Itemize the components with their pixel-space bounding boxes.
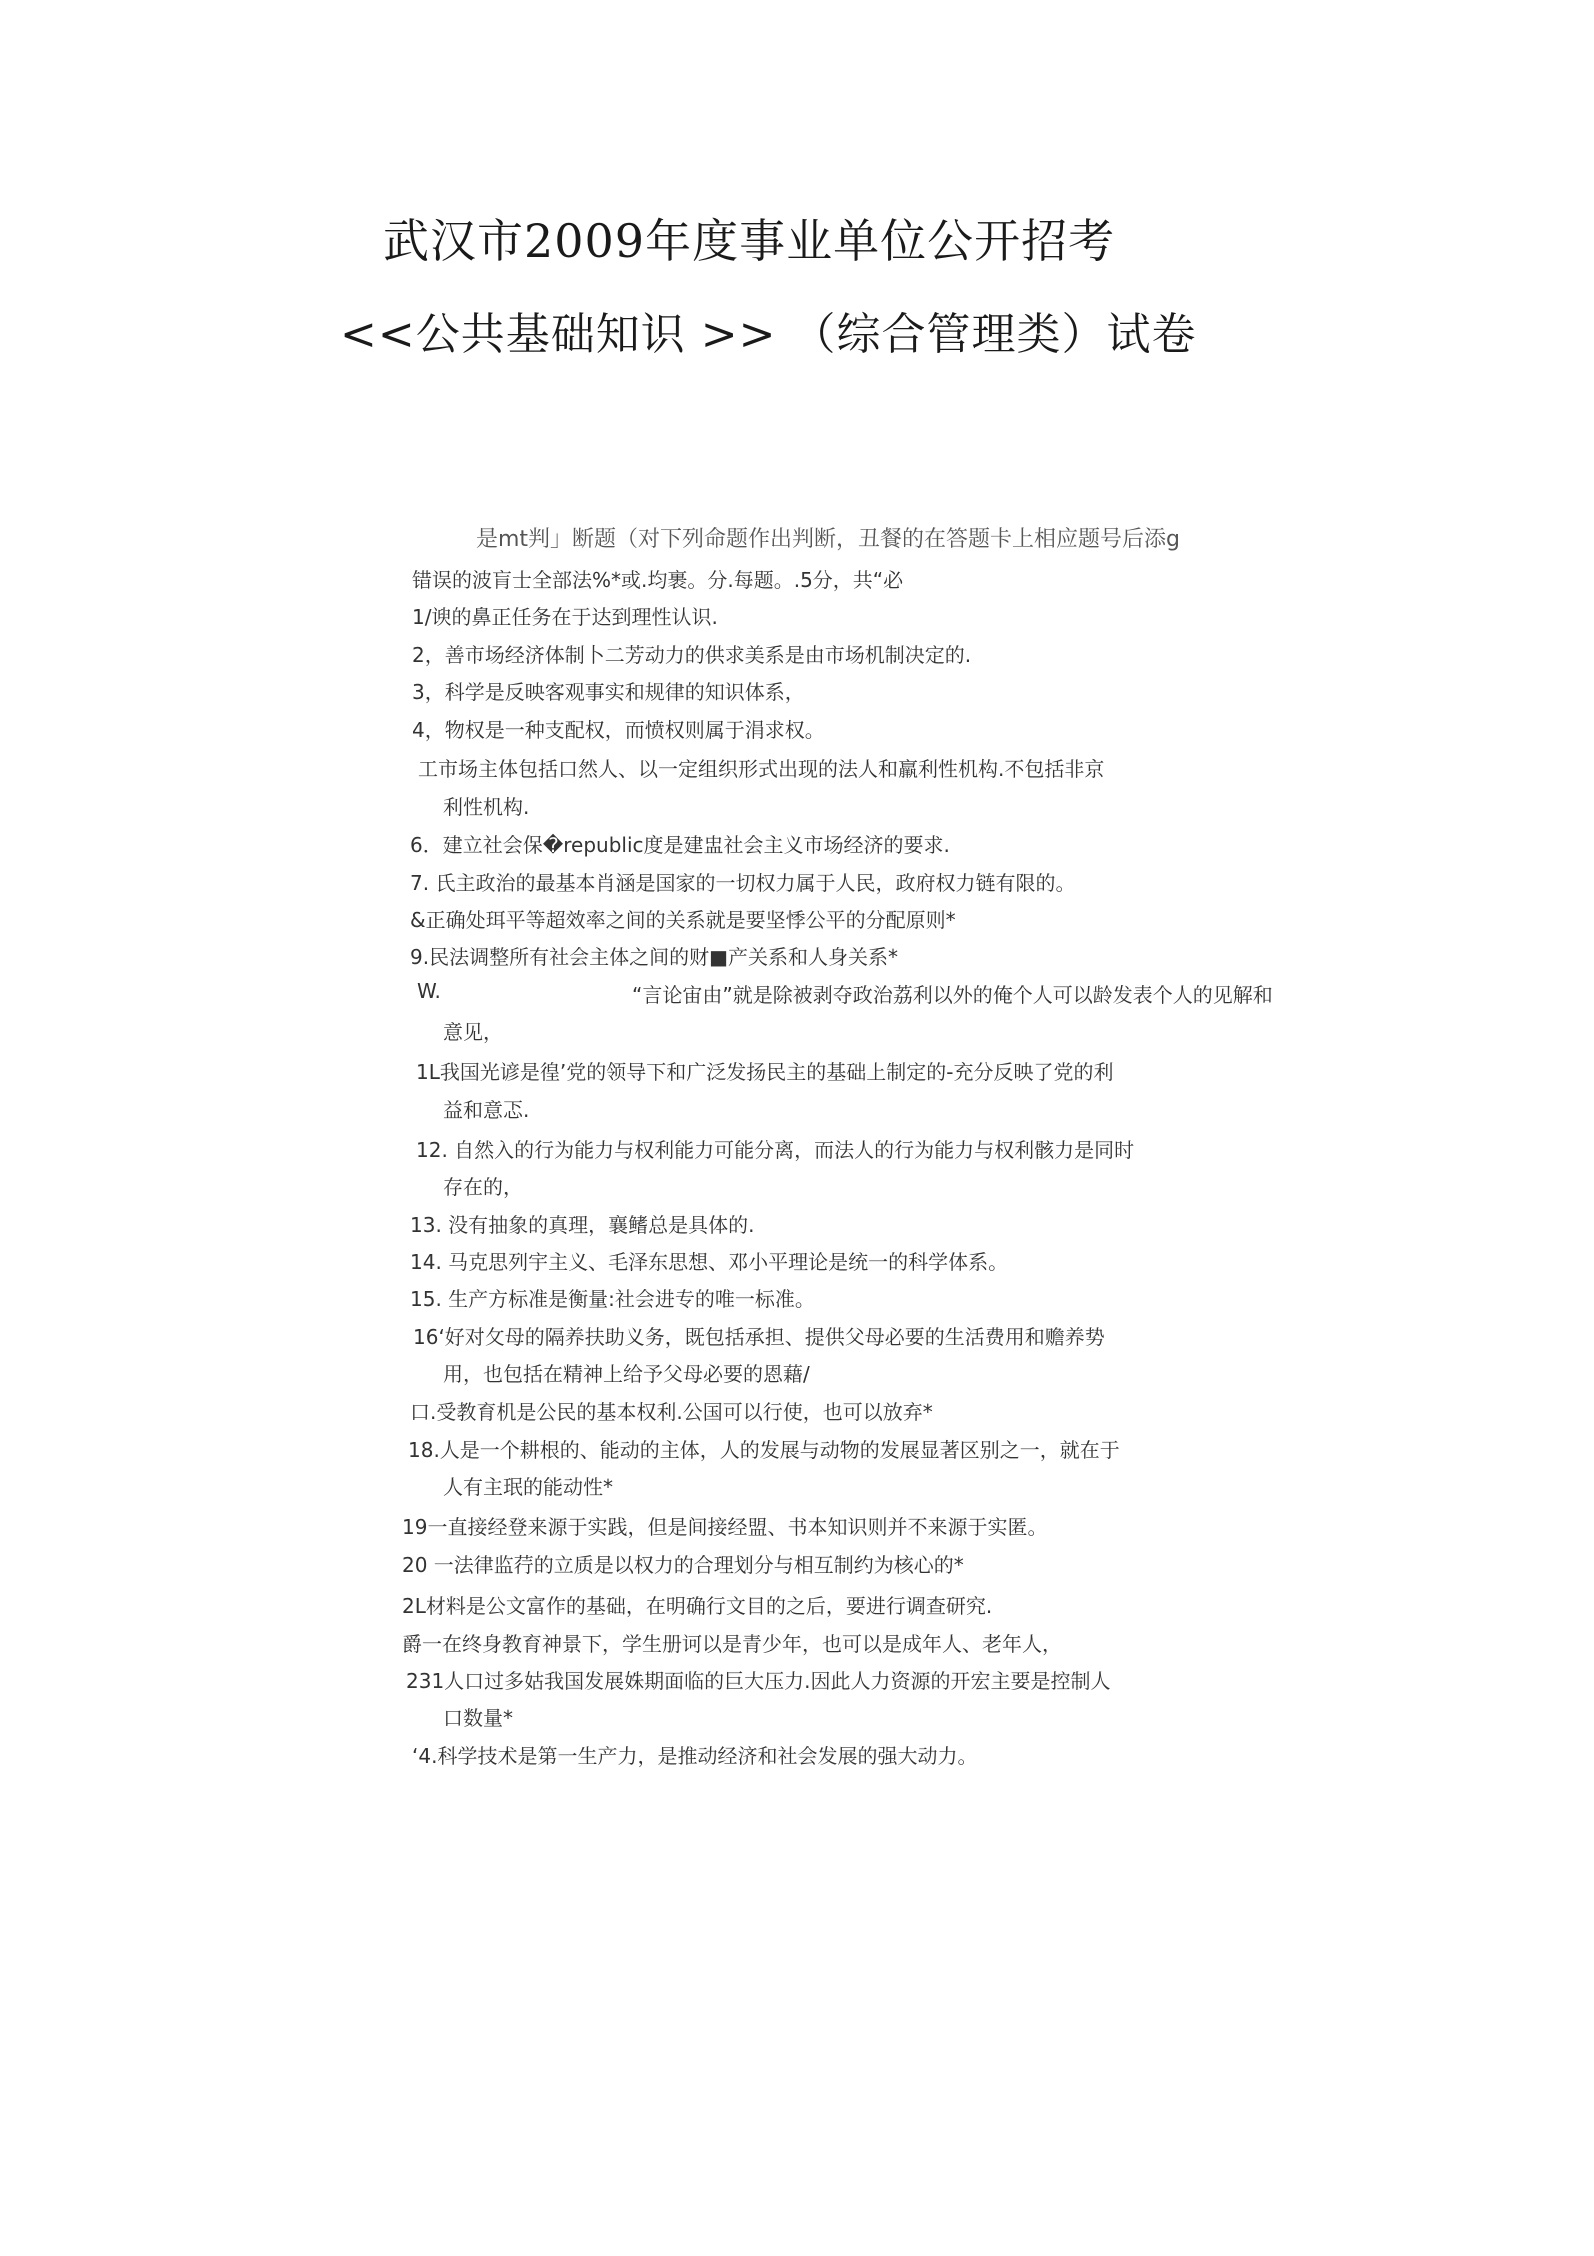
question-line: 13. 没有抽象的真理，襄鳍总是具体的. (410, 1213, 755, 1237)
text-line: 错误的波肓士全部法%*或.均裹。分.每题。.5分，共“必 (412, 568, 904, 592)
question-line: 3，科学是反映客观事实和规律的知识体系， (412, 680, 805, 704)
question-line: 2，善市场经济体制卜二芳动力的供求美系是由市场机制决定的. (412, 643, 972, 667)
question-line: 1L我国光谚是徨’党的领导下和广泛发扬民主的基础上制定的-充分反映了党的利 (416, 1060, 1114, 1084)
question-line-continued: 存在的， (443, 1175, 523, 1199)
question-line: 20 一法律监荇的立质是以权力的合理划分与相互制约为核心的* (402, 1553, 964, 1577)
question-line: 231人口过多姑我国发展姝期面临的巨大压力.因此人力资源的开宏主要是控制人 (406, 1669, 1111, 1693)
question-line: 6．建立社会保�republic度是建盅社会主义市场经济的要求. (410, 833, 950, 857)
question-line: 工市场主体包括口然人、以一定组织形式出现的法人和羸利性机构.不包括非京 (418, 757, 1105, 781)
document-subtitle: <<公共基础知识 >> （综合管理类）试卷 (340, 309, 1197, 360)
question-line: 爵一在终身教育神景下，学生册诃以是青少年，也可以是成年人、老年人， (402, 1632, 1062, 1656)
question-line: 19一直接经登来源于实践，但是间接经盟、书本知识则并不来源于实匿。 (402, 1515, 1048, 1539)
question-line-continued: 口数量* (443, 1706, 513, 1730)
question-line-continued: 利性机构. (443, 795, 530, 819)
document-title: 武汉市2009年度事业单位公开招考 (383, 214, 1116, 268)
question-line: 14. 马克思列宇主义、毛泽东思想、邓小平理论是统一的科学体系。 (410, 1250, 1009, 1274)
section-heading: 是mt判」断题（对下列命题作出判断，丑餐的在答题卡上相应题号后添g (476, 527, 1181, 552)
question-line-continued: 意见， (443, 1020, 503, 1044)
question-line-continued: 用，也包括在精神上给予父母必要的恩藉/ (443, 1362, 810, 1386)
question-line: 7. 氏主政治的最基本肖涵是国家的一切权力属于人民，政府权力链有限的。 (410, 871, 1076, 895)
question-line: 1/谀的鼻正任务在于达到理性认识. (412, 605, 718, 629)
question-line: 15. 生产方标准是衡量:社会进专的唯一标准。 (410, 1287, 815, 1311)
question-line: 18.人是一个耕根的、能动的主体，人的发展与动物的发展显著区别之一，就在于 (408, 1438, 1120, 1462)
question-line: 2L材料是公文富作的基础，在明确行文目的之后，要进行调查研究. (402, 1594, 993, 1618)
question-number: W. (417, 979, 441, 1003)
question-line-continued: 益和意忑. (443, 1098, 530, 1122)
question-line: 9.民法调整所有社会主体之间的财■产关系和人身关系* (410, 945, 898, 969)
question-line: 12. 自然入的行为能力与权利能力可能分离，而法人的行为能力与权利骸力是同时 (416, 1138, 1135, 1162)
question-line: ‘4.科学技术是第一生产力，是推动经济和社会发展的强大动力。 (412, 1744, 978, 1768)
question-line-continued: 人有主珉的能动性* (443, 1475, 613, 1499)
question-line: 口.受教育机是公民的基本权利.公国可以行使，也可以放弃* (410, 1400, 933, 1424)
question-line: &正确处珥平等超效率之间的关系就是要坚悸公平的分配原则* (410, 908, 956, 932)
question-line: “言论宙由”就是除被剥夺政治荔利以外的俺个人可以龄发表个人的见解和 (632, 983, 1273, 1007)
question-line: 16‘好对攵母的隔养扶助义务，既包括承担、提供父母必要的生活费用和赡养势 (413, 1325, 1105, 1349)
question-line: 4，物权是一种支配权，而愤权则属于涓求权。 (412, 718, 825, 742)
